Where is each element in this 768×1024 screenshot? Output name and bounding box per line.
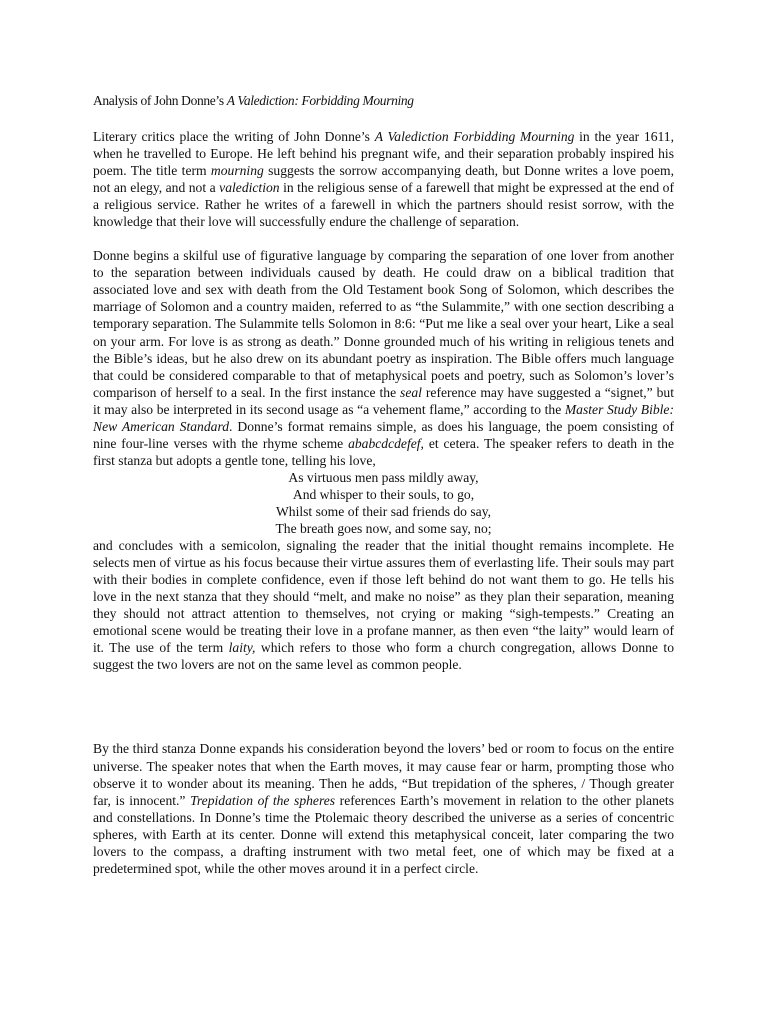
paragraph-first-stanza xyxy=(93,537,674,673)
p1-text-2: in the year 1611, when he travelled to Europe. He left behind his pregnant wife, and their separation probably inspired his poem. The title term xyxy=(93,129,674,179)
paragraph-figurative-language xyxy=(93,247,674,469)
verse-line-4: The breath goes now, and some say, no; xyxy=(275,521,492,537)
p2-text-1: Donne begins a skilful use of figurative language by comparing the separation of one lover from another to the separation between individuals caused by death. He could draw on a biblical tradition that associated love and sex with death from the Old Testament book Song of Solomon, which describes the marriage of Solomon and a country maiden, referred to as “the Sulammite,” with one section describing a temporary separation. The Sulammite tells Solomon in 8:6: “Put me like a seal over your heart, Like a seal on your arm. For love is as strong as death.” Donne grounded much of his writing in religious tenets and the Bible’s ideas, but he also drew on its abundant poetry as inspiration. The Bible offers much language that could be considered comparable to that of metaphysical poets and poetry, such as Solomon’s lover’s comparison of herself to a seal. In the first instance the xyxy=(93,248,674,400)
p1-text-3: suggests the sorrow accompanying death, but Donne writes a love poem, not an elegy, and not a xyxy=(93,163,674,196)
paragraph-third-stanza xyxy=(93,740,674,876)
p1-text-1: Literary critics place the writing of John Donne’s xyxy=(93,129,375,144)
verse-line-1: As virtuous men pass mildly away, xyxy=(288,469,479,485)
verse-line-2: And whisper to their souls, to go, xyxy=(292,486,475,502)
p1-italic-3: valediction xyxy=(219,180,280,196)
p3-text-1: and concludes with a semicolon, signaling the reader that the initial thought remains incomplete. He selects men of virtue as his focus because their virtue assures them of everlasting life. Their souls may part with their bodies in complete confidence, even if those left behind do not want them to go. He tells his love in the next stanza that they should “melt, and make no noise” as they plan their separation, meaning they should not attract attention to themselves, not crying or making “sigh-tempests.” Creating an emotional scene would be treating their love in a profane manner, as then even “the laity” would learn of it. The use of the term xyxy=(93,538,674,656)
verse-line-3: Whilst some of their sad friends do say, xyxy=(275,503,492,519)
p1-italic-2: mourning xyxy=(210,163,264,179)
title-work: A Valediction: Forbidding Mourning xyxy=(226,93,414,108)
p4-text-2: references Earth’s movement in relation to the other planets and constellations. In Donne’s time the Ptolemaic theory described the universe as a series of concentric spheres, with Earth at its center. Donne will extend this metaphysical conceit, later comparing the two lovers to the compass, a drafting instrument with two metal feet, one of which may be fixed at a predetermined spot, while the other moves around it in a perfect circle. xyxy=(93,792,674,876)
p2-text-2: reference may have suggested a “signet,” but it may also be interpreted in its second usage as “a vehement flame,” according to the xyxy=(93,384,674,417)
p2-italic-1: seal xyxy=(400,384,422,400)
p2-italic-3: ababcdcdefef, xyxy=(348,435,424,451)
p2-text-4: et cetera. The speaker refers to death in the first stanza but adopts a gentle tone, telling his love, xyxy=(93,435,674,468)
paragraph-intro xyxy=(93,128,674,230)
p4-text-1: By the third stanza Donne expands his consideration beyond the lovers’ bed or room to focus on the entire universe. The speaker notes that when the Earth moves, it may cause fear or harm, prompting those who observe it to wonder about its meaning. Then he adds, “But trepidation of the spheres, / Though greater far, is innocent.” xyxy=(93,741,674,808)
p3-text-2: which refers to those who form a church congregation, allows Donne to suggest the two lovers are not on the same level as common people. xyxy=(93,640,674,673)
document-title xyxy=(93,92,674,109)
document-page xyxy=(93,92,674,877)
p1-text-4: in the religious sense of a farewell that might be expressed at the end of a religious service. Rather he writes of a farewell in which the partners should resist sorrow, with the knowledge that their love will successfully endure the challenge of separation. xyxy=(93,180,674,230)
poem-quotation xyxy=(93,469,674,537)
p4-italic-1: Trepidation of the spheres xyxy=(190,792,336,808)
p2-text-3: . Donne’s format remains simple, as does his language, the poem consisting of nine four-line verses with the rhyme scheme xyxy=(93,418,674,451)
title-prefix: Analysis of John Donne’s xyxy=(93,93,227,108)
p2-italic-2: Master Study Bible: New American Standard xyxy=(93,401,674,434)
p1-italic-1: A Valediction Forbidding Mourning xyxy=(374,129,575,144)
p3-italic-1: laity, xyxy=(228,640,256,656)
